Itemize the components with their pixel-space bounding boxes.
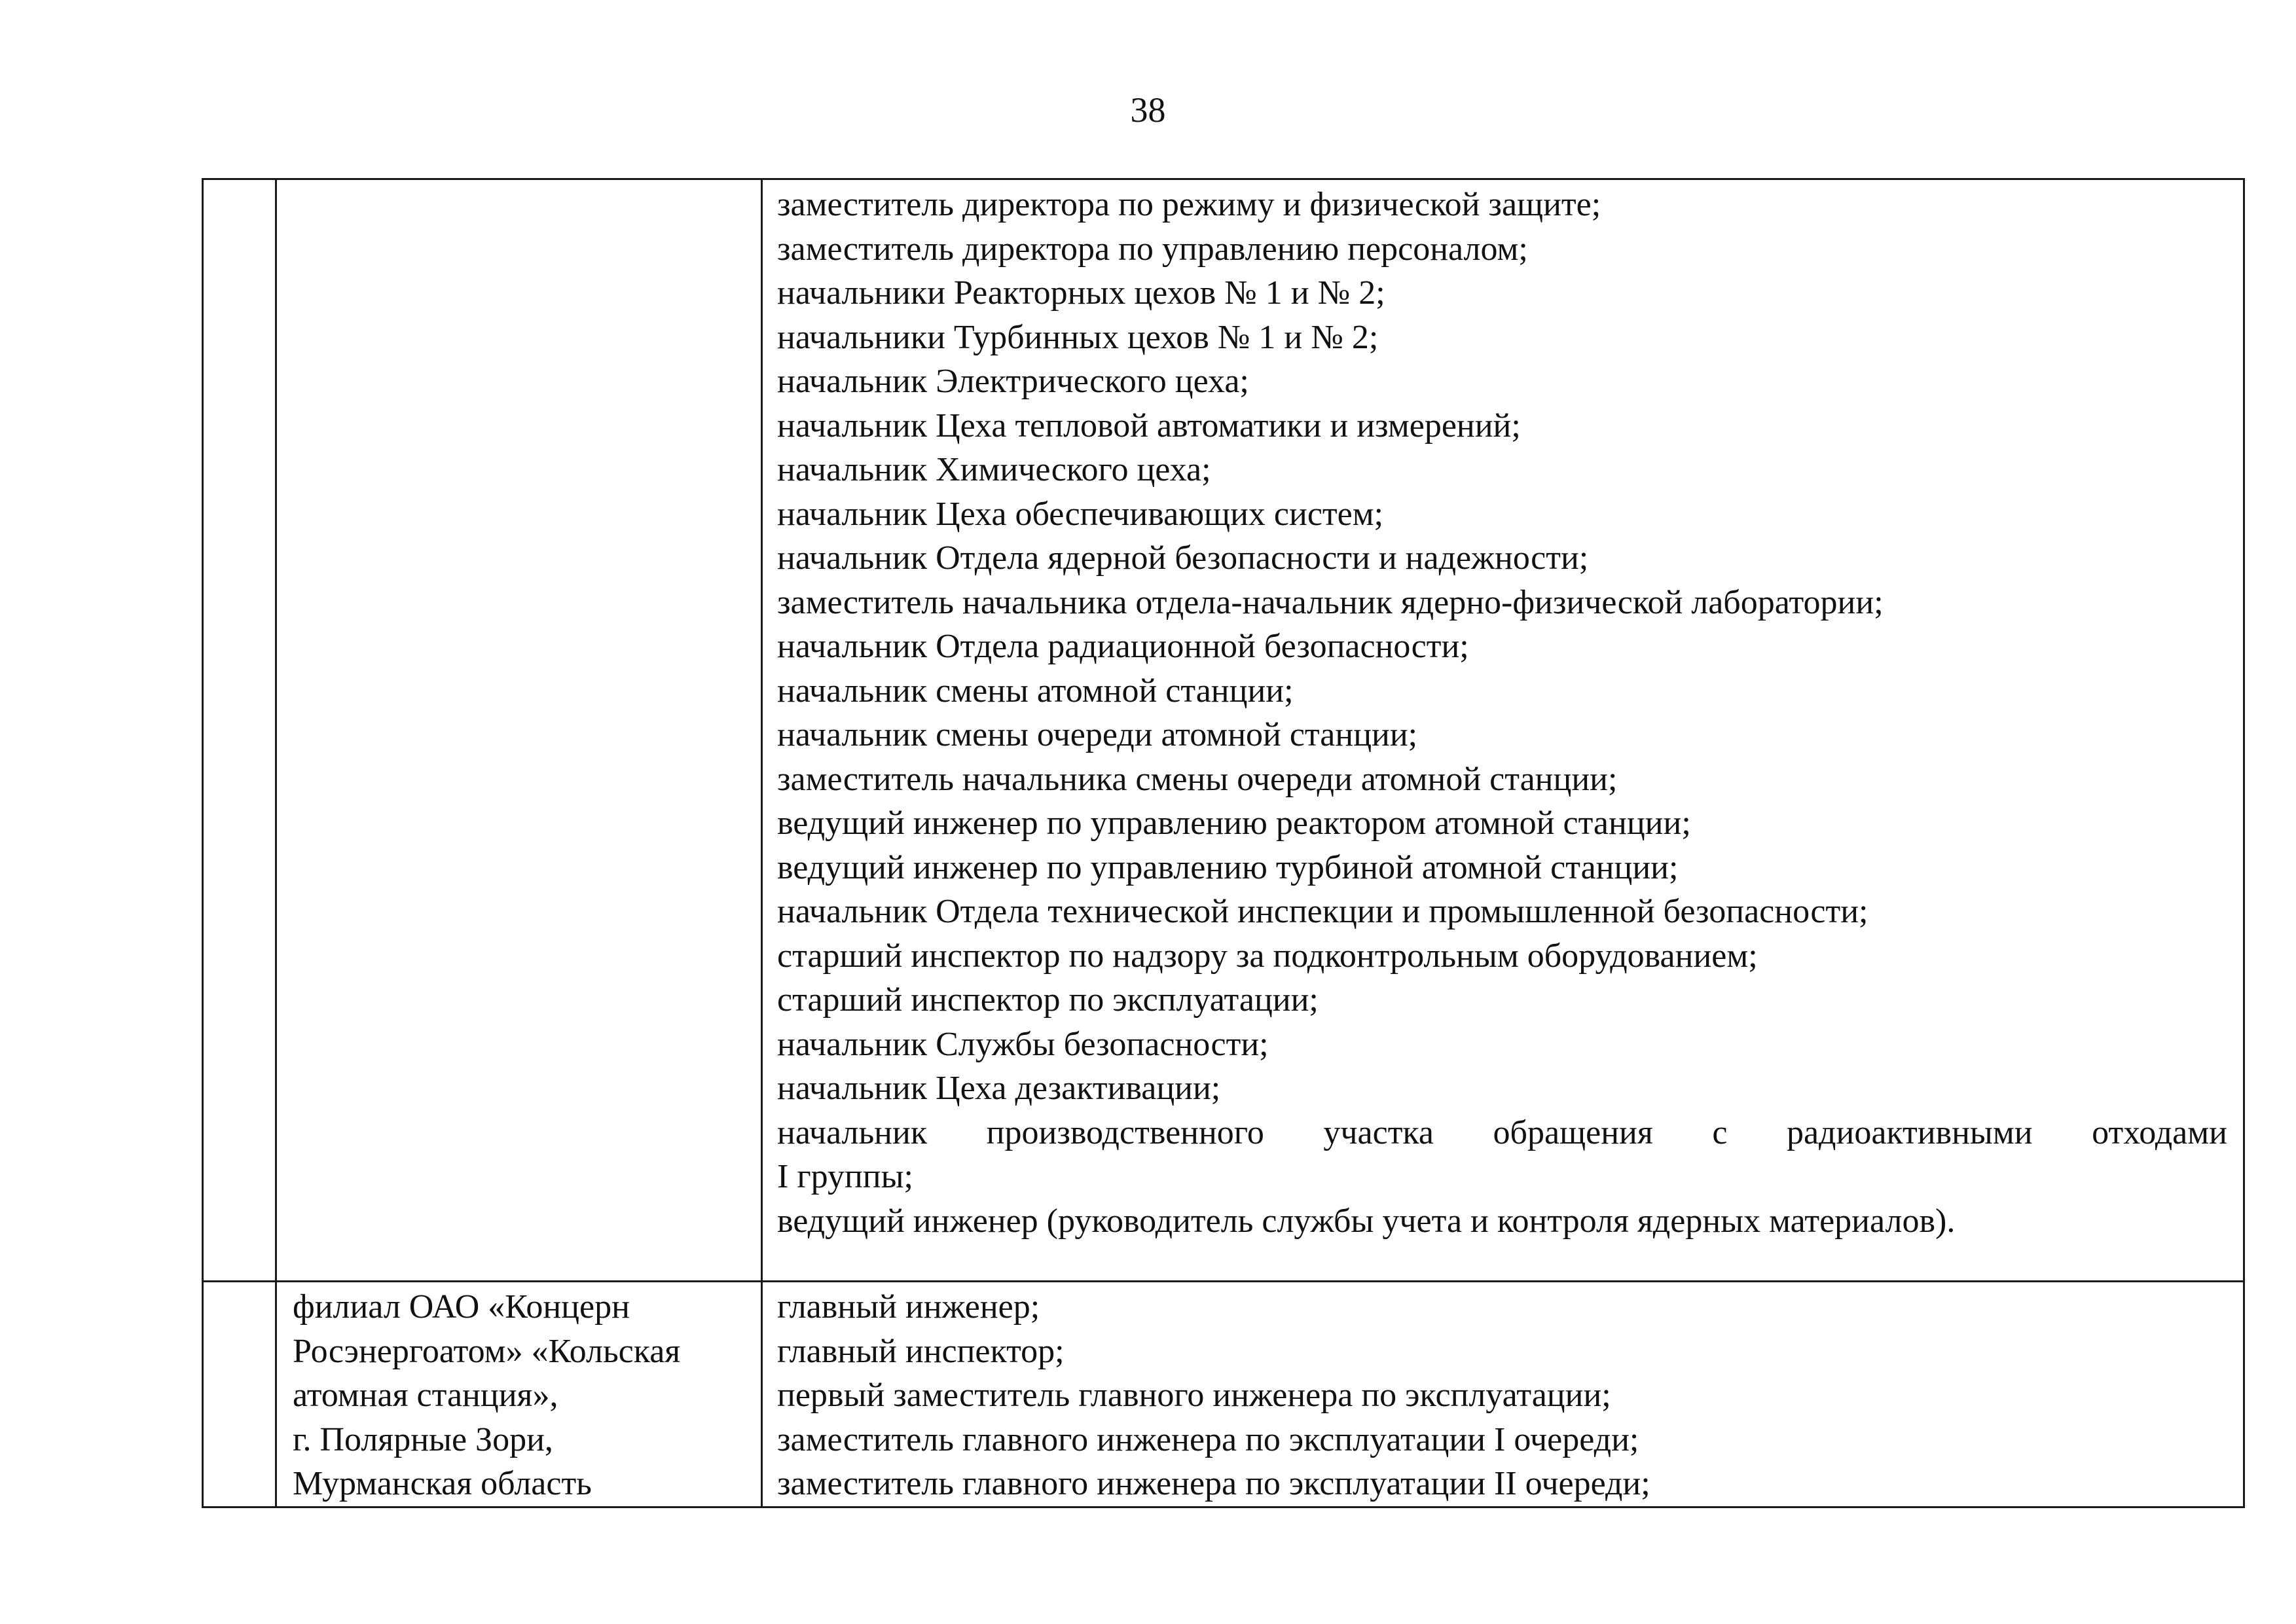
position-item: главный инспектор; bbox=[777, 1332, 1065, 1370]
position-item: ведущий инженер по управлению реактором атомной станции; bbox=[777, 804, 1691, 842]
position-item: заместитель директора по режиму и физической защите; bbox=[777, 186, 1601, 223]
position-item: начальник Цеха тепловой автоматики и измерений; bbox=[777, 406, 1521, 444]
table-row bbox=[203, 1282, 2244, 1507]
positions-cell bbox=[762, 179, 2244, 1282]
organization-cell bbox=[276, 1282, 762, 1507]
position-item: ведущий инженер по управлению турбиной атомной станции; bbox=[777, 848, 1679, 886]
position-item: начальник Отдела радиационной безопасности; bbox=[777, 628, 1469, 665]
positions-table bbox=[202, 178, 2245, 1508]
positions-cell bbox=[762, 1282, 2244, 1507]
position-item: начальник производственного участка обращения с радиоактивными отходами bbox=[777, 1113, 2227, 1151]
position-item-continuation: I группы; bbox=[777, 1158, 913, 1195]
position-item: начальники Реакторных цехов № 1 и № 2; bbox=[777, 274, 1385, 312]
page-number: 38 bbox=[1130, 90, 1166, 130]
organization-line: филиал ОАО «Концерн bbox=[293, 1288, 630, 1326]
position-item: начальник Цеха дезактивации; bbox=[777, 1070, 1221, 1107]
position-item: начальники Турбинных цехов № 1 и № 2; bbox=[777, 318, 1379, 356]
position-item: старший инспектор по надзору за подконтрольным оборудованием; bbox=[777, 937, 1758, 975]
position-item: начальник смены очереди атомной станции; bbox=[777, 716, 1418, 753]
table-row bbox=[203, 179, 2244, 1282]
position-item: начальник Службы безопасности; bbox=[777, 1025, 1269, 1063]
position-item: заместитель начальника смены очереди атомной станции; bbox=[777, 760, 1618, 798]
position-item: заместитель директора по управлению персоналом; bbox=[777, 230, 1528, 268]
position-item: ведущий инженер (руководитель службы учета и контроля ядерных материалов). bbox=[777, 1202, 1956, 1240]
position-item: старший инспектор по эксплуатации; bbox=[777, 981, 1319, 1019]
position-item: заместитель главного инженера по эксплуатации II очереди; bbox=[777, 1465, 1650, 1502]
organization-cell bbox=[276, 179, 762, 1282]
position-item: начальник Электрического цеха; bbox=[777, 363, 1249, 400]
organization-line: г. Полярные Зори, bbox=[293, 1420, 553, 1458]
position-item: первый заместитель главного инженера по эксплуатации; bbox=[777, 1377, 1611, 1414]
row-number-cell bbox=[203, 1282, 276, 1507]
position-item: начальник Химического цеха; bbox=[777, 451, 1211, 488]
position-item: начальник Отдела ядерной безопасности и надежности; bbox=[777, 539, 1589, 577]
row-number-cell bbox=[203, 179, 276, 1282]
position-item: начальник смены атомной станции; bbox=[777, 672, 1294, 710]
position-item: заместитель главного инженера по эксплуатации I очереди; bbox=[777, 1420, 1639, 1458]
position-item: начальник Цеха обеспечивающих систем; bbox=[777, 495, 1384, 533]
organization-line: Росэнергоатом» «Кольская bbox=[293, 1332, 681, 1370]
position-item: начальник Отдела технической инспекции и промышленной безопасности; bbox=[777, 893, 1868, 930]
position-item: заместитель начальника отдела-начальник ядерно-физической лаборатории; bbox=[777, 583, 1884, 621]
organization-line: атомная станция», bbox=[293, 1377, 558, 1414]
organization-line: Мурманская область bbox=[293, 1465, 592, 1502]
position-item: главный инженер; bbox=[777, 1288, 1040, 1326]
